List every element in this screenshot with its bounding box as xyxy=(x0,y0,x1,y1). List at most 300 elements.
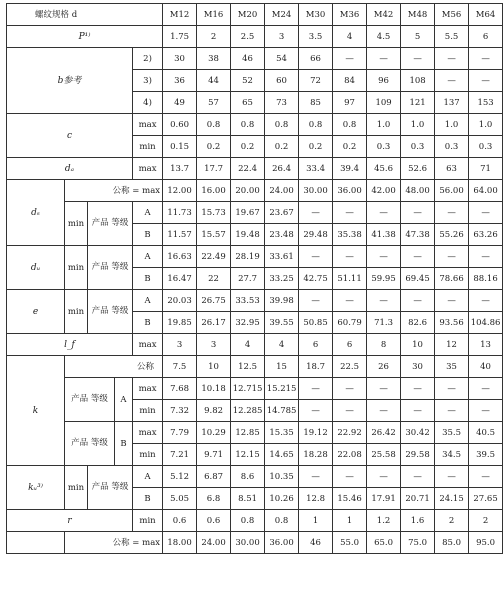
k-row xyxy=(7,422,503,444)
value-cell: 84 xyxy=(333,70,367,92)
value-cell: 16.47 xyxy=(163,268,197,290)
value-cell: 0.8 xyxy=(231,510,265,532)
value-cell: 22.4 xyxy=(231,158,265,180)
param-label: kᵤ³⁾ xyxy=(7,466,65,510)
grade-label: 产品 等级 xyxy=(65,378,115,422)
row-sublabel: min xyxy=(65,290,88,334)
value-cell: 1.75 xyxy=(163,26,197,48)
value-cell: 57 xyxy=(197,92,231,114)
value-cell: 4 xyxy=(231,334,265,356)
k-row xyxy=(7,378,503,400)
value-cell: 26.17 xyxy=(197,312,231,334)
c-row xyxy=(7,114,503,136)
value-cell: 71 xyxy=(469,158,503,180)
value-cell: 3 xyxy=(265,26,299,48)
value-cell: 7.32 xyxy=(163,400,197,422)
value-cell: 24.00 xyxy=(197,532,231,554)
value-cell: 22.5 xyxy=(333,356,367,378)
value-cell: 0.8 xyxy=(265,510,299,532)
value-cell: 12.8 xyxy=(299,488,333,510)
value-cell: 10.18 xyxy=(197,378,231,400)
value-cell: — xyxy=(469,48,503,70)
value-cell: 18.00 xyxy=(163,532,197,554)
value-cell: 108 xyxy=(401,70,435,92)
value-cell: 50.85 xyxy=(299,312,333,334)
value-cell: — xyxy=(367,202,401,224)
param-label: b参考 xyxy=(7,48,133,114)
row-sublabel: 4) xyxy=(133,92,163,114)
value-cell: 5 xyxy=(401,26,435,48)
value-cell: — xyxy=(367,378,401,400)
size-header: M12 xyxy=(163,4,197,26)
row-sublabel: 公称 = max xyxy=(65,532,163,554)
size-header: M20 xyxy=(231,4,265,26)
value-cell: 2 xyxy=(197,26,231,48)
value-cell: 71.3 xyxy=(367,312,401,334)
size-header: M36 xyxy=(333,4,367,26)
value-cell: 15.215 xyxy=(265,378,299,400)
value-cell: — xyxy=(435,70,469,92)
value-cell: 33.61 xyxy=(265,246,299,268)
value-cell: 39.4 xyxy=(333,158,367,180)
size-header: M42 xyxy=(367,4,401,26)
grade-letter: A xyxy=(133,466,163,488)
value-cell: 78.66 xyxy=(435,268,469,290)
value-cell: 26.4 xyxy=(265,158,299,180)
param-label: dₛ xyxy=(7,180,65,246)
param-label xyxy=(7,532,65,554)
value-cell: 17.7 xyxy=(197,158,231,180)
hex-bolt-dimension-table xyxy=(6,3,503,554)
value-cell: 7.79 xyxy=(163,422,197,444)
value-cell: 69.45 xyxy=(401,268,435,290)
value-cell: 1.0 xyxy=(435,114,469,136)
value-cell: 12 xyxy=(435,334,469,356)
s-row xyxy=(7,532,503,554)
value-cell: 10.29 xyxy=(197,422,231,444)
value-cell: 1.0 xyxy=(469,114,503,136)
value-cell: 39.98 xyxy=(265,290,299,312)
value-cell: 2.5 xyxy=(231,26,265,48)
value-cell: — xyxy=(435,290,469,312)
param-label: dᵤ xyxy=(7,246,65,290)
value-cell: 0.2 xyxy=(197,136,231,158)
value-cell: 34.5 xyxy=(435,444,469,466)
value-cell: 5.5 xyxy=(435,26,469,48)
grade-letter: B xyxy=(133,268,163,290)
value-cell: 52 xyxy=(231,70,265,92)
ds-row xyxy=(7,202,503,224)
value-cell: 18.7 xyxy=(299,356,333,378)
value-cell: 1.0 xyxy=(401,114,435,136)
param-label: l_f xyxy=(7,334,133,356)
value-cell: 36 xyxy=(163,70,197,92)
thread-size-label: 螺纹规格 d xyxy=(7,4,163,26)
value-cell: 60.79 xyxy=(333,312,367,334)
size-header: M30 xyxy=(299,4,333,26)
value-cell: 19.12 xyxy=(299,422,333,444)
value-cell: 7.68 xyxy=(163,378,197,400)
dw-row xyxy=(7,246,503,268)
row-sublabel: 3) xyxy=(133,70,163,92)
value-cell: 42.00 xyxy=(367,180,401,202)
grade-letter: B xyxy=(133,224,163,246)
row-sublabel: max xyxy=(133,422,163,444)
value-cell: 39.5 xyxy=(469,444,503,466)
value-cell: 0.3 xyxy=(367,136,401,158)
value-cell: 52.6 xyxy=(401,158,435,180)
value-cell: 33.53 xyxy=(231,290,265,312)
value-cell: 30 xyxy=(163,48,197,70)
value-cell: — xyxy=(401,246,435,268)
value-cell: 0.15 xyxy=(163,136,197,158)
value-cell: 12.715 xyxy=(231,378,265,400)
row-sublabel: min xyxy=(133,510,163,532)
value-cell: 55.0 xyxy=(333,532,367,554)
value-cell: 15 xyxy=(265,356,299,378)
value-cell: 30.00 xyxy=(299,180,333,202)
value-cell: 1.2 xyxy=(367,510,401,532)
value-cell: 10 xyxy=(401,334,435,356)
value-cell: 46 xyxy=(299,532,333,554)
value-cell: 8 xyxy=(367,334,401,356)
value-cell: 64.00 xyxy=(469,180,503,202)
param-label: P¹⁾ xyxy=(7,26,163,48)
value-cell: 63 xyxy=(435,158,469,180)
grade-label: 产品 等级 xyxy=(88,466,133,510)
value-cell: 12.5 xyxy=(231,356,265,378)
value-cell: 14.65 xyxy=(265,444,299,466)
value-cell: 2 xyxy=(435,510,469,532)
value-cell: 30.42 xyxy=(401,422,435,444)
value-cell: 0.8 xyxy=(333,114,367,136)
value-cell: 20.03 xyxy=(163,290,197,312)
value-cell: 6.8 xyxy=(197,488,231,510)
value-cell: — xyxy=(299,202,333,224)
value-cell: — xyxy=(333,378,367,400)
k-row xyxy=(7,356,503,378)
value-cell: 19.67 xyxy=(231,202,265,224)
value-cell: — xyxy=(333,466,367,488)
value-cell: 19.85 xyxy=(163,312,197,334)
value-cell: 49 xyxy=(163,92,197,114)
row-sublabel: max xyxy=(133,378,163,400)
value-cell: 44 xyxy=(197,70,231,92)
value-cell: 40.5 xyxy=(469,422,503,444)
value-cell: 0.2 xyxy=(333,136,367,158)
row-sublabel: min xyxy=(65,246,88,290)
value-cell: — xyxy=(367,400,401,422)
value-cell: — xyxy=(299,246,333,268)
value-cell: 29.58 xyxy=(401,444,435,466)
value-cell: 0.8 xyxy=(265,114,299,136)
value-cell: 7.21 xyxy=(163,444,197,466)
value-cell: 6 xyxy=(469,26,503,48)
value-cell: — xyxy=(469,202,503,224)
value-cell: 0.3 xyxy=(401,136,435,158)
value-cell: 88.16 xyxy=(469,268,503,290)
value-cell: 27.65 xyxy=(469,488,503,510)
param-label: dₐ xyxy=(7,158,133,180)
value-cell: — xyxy=(469,400,503,422)
row-sublabel: min xyxy=(65,202,88,246)
value-cell: 48.00 xyxy=(401,180,435,202)
value-cell: 4.5 xyxy=(367,26,401,48)
value-cell: 0.8 xyxy=(197,114,231,136)
grade-letter: A xyxy=(133,202,163,224)
value-cell: 51.11 xyxy=(333,268,367,290)
value-cell: 41.38 xyxy=(367,224,401,246)
value-cell: 1.0 xyxy=(367,114,401,136)
value-cell: — xyxy=(435,466,469,488)
b-row xyxy=(7,48,503,70)
value-cell: 46 xyxy=(231,48,265,70)
value-cell: 27.7 xyxy=(231,268,265,290)
value-cell: — xyxy=(469,246,503,268)
value-cell: 29.48 xyxy=(299,224,333,246)
value-cell: — xyxy=(435,202,469,224)
value-cell: 0.3 xyxy=(435,136,469,158)
grade-letter: A xyxy=(115,378,133,422)
value-cell: 1 xyxy=(299,510,333,532)
value-cell: 59.95 xyxy=(367,268,401,290)
value-cell: 23.48 xyxy=(265,224,299,246)
value-cell: — xyxy=(435,246,469,268)
value-cell: — xyxy=(435,48,469,70)
value-cell: — xyxy=(299,466,333,488)
value-cell: 0.2 xyxy=(265,136,299,158)
value-cell: 36.00 xyxy=(265,532,299,554)
value-cell: 65.0 xyxy=(367,532,401,554)
value-cell: 3 xyxy=(197,334,231,356)
value-cell: 9.82 xyxy=(197,400,231,422)
value-cell: 23.67 xyxy=(265,202,299,224)
value-cell: 26.75 xyxy=(197,290,231,312)
value-cell: 0.6 xyxy=(197,510,231,532)
param-label: c xyxy=(7,114,133,158)
value-cell: 20.00 xyxy=(231,180,265,202)
grade-label: 产品 等级 xyxy=(65,422,115,466)
value-cell: 56.00 xyxy=(435,180,469,202)
value-cell: 55.26 xyxy=(435,224,469,246)
grade-letter: B xyxy=(133,312,163,334)
grade-label: 产品 等级 xyxy=(88,202,133,246)
grade-label: 产品 等级 xyxy=(88,246,133,290)
param-label: k xyxy=(7,356,65,466)
value-cell: 2 xyxy=(469,510,503,532)
value-cell: 121 xyxy=(401,92,435,114)
param-label: r xyxy=(7,510,133,532)
value-cell: 35 xyxy=(435,356,469,378)
row-sublabel: 公称 = max xyxy=(65,180,163,202)
value-cell: 33.25 xyxy=(265,268,299,290)
r-row xyxy=(7,510,503,532)
value-cell: 15.35 xyxy=(265,422,299,444)
value-cell: — xyxy=(401,48,435,70)
value-cell: 11.73 xyxy=(163,202,197,224)
row-sublabel: 公称 xyxy=(65,356,163,378)
value-cell: 95.0 xyxy=(469,532,503,554)
value-cell: 0.8 xyxy=(299,114,333,136)
grade-letter: A xyxy=(133,290,163,312)
value-cell: 3 xyxy=(163,334,197,356)
value-cell: 93.56 xyxy=(435,312,469,334)
value-cell: 8.6 xyxy=(231,466,265,488)
value-cell: 97 xyxy=(333,92,367,114)
value-cell: 26.42 xyxy=(367,422,401,444)
grade-letter: B xyxy=(115,422,133,466)
value-cell: — xyxy=(469,378,503,400)
value-cell: 73 xyxy=(265,92,299,114)
value-cell: 1 xyxy=(333,510,367,532)
e-row xyxy=(7,290,503,312)
value-cell: 38 xyxy=(197,48,231,70)
value-cell: 28.19 xyxy=(231,246,265,268)
value-cell: — xyxy=(299,400,333,422)
value-cell: 16.63 xyxy=(163,246,197,268)
size-header: M24 xyxy=(265,4,299,26)
value-cell: — xyxy=(367,290,401,312)
pitch-row xyxy=(7,26,503,48)
size-header: M16 xyxy=(197,4,231,26)
value-cell: 16.00 xyxy=(197,180,231,202)
value-cell: 24.00 xyxy=(265,180,299,202)
value-cell: — xyxy=(333,202,367,224)
value-cell: 5.05 xyxy=(163,488,197,510)
value-cell: — xyxy=(367,48,401,70)
value-cell: 4 xyxy=(265,334,299,356)
grade-letter: A xyxy=(133,246,163,268)
value-cell: 22.08 xyxy=(333,444,367,466)
value-cell: 22.92 xyxy=(333,422,367,444)
param-label: e xyxy=(7,290,65,334)
value-cell: — xyxy=(401,400,435,422)
value-cell: 14.785 xyxy=(265,400,299,422)
value-cell: 15.57 xyxy=(197,224,231,246)
value-cell: 4 xyxy=(333,26,367,48)
value-cell: — xyxy=(469,290,503,312)
value-cell: 35.5 xyxy=(435,422,469,444)
value-cell: — xyxy=(367,246,401,268)
size-header: M56 xyxy=(435,4,469,26)
value-cell: — xyxy=(333,246,367,268)
value-cell: 30.00 xyxy=(231,532,265,554)
value-cell: 0.2 xyxy=(299,136,333,158)
value-cell: 6 xyxy=(299,334,333,356)
value-cell: 104.86 xyxy=(469,312,503,334)
value-cell: 82.6 xyxy=(401,312,435,334)
value-cell: — xyxy=(401,466,435,488)
value-cell: 96 xyxy=(367,70,401,92)
value-cell: 12.85 xyxy=(231,422,265,444)
value-cell: 6.87 xyxy=(197,466,231,488)
header-row xyxy=(7,4,503,26)
value-cell: 13.7 xyxy=(163,158,197,180)
value-cell: 0.60 xyxy=(163,114,197,136)
size-header: M48 xyxy=(401,4,435,26)
grade-label: 产品 等级 xyxy=(88,290,133,334)
value-cell: 40 xyxy=(469,356,503,378)
value-cell: — xyxy=(333,400,367,422)
value-cell: 72 xyxy=(299,70,333,92)
value-cell: 20.71 xyxy=(401,488,435,510)
ds-row xyxy=(7,180,503,202)
value-cell: 39.55 xyxy=(265,312,299,334)
value-cell: — xyxy=(401,290,435,312)
value-cell: 12.15 xyxy=(231,444,265,466)
value-cell: 60 xyxy=(265,70,299,92)
value-cell: 0.8 xyxy=(231,114,265,136)
value-cell: 8.51 xyxy=(231,488,265,510)
value-cell: 1.6 xyxy=(401,510,435,532)
value-cell: 65 xyxy=(231,92,265,114)
row-sublabel: 2) xyxy=(133,48,163,70)
value-cell: 7.5 xyxy=(163,356,197,378)
value-cell: — xyxy=(401,378,435,400)
lf-row xyxy=(7,334,503,356)
value-cell: 42.75 xyxy=(299,268,333,290)
value-cell: 0.6 xyxy=(163,510,197,532)
value-cell: — xyxy=(401,202,435,224)
value-cell: 66 xyxy=(299,48,333,70)
value-cell: — xyxy=(333,48,367,70)
value-cell: 15.46 xyxy=(333,488,367,510)
size-header: M64 xyxy=(469,4,503,26)
value-cell: — xyxy=(469,466,503,488)
kw-row xyxy=(7,466,503,488)
value-cell: 6 xyxy=(333,334,367,356)
value-cell: 13 xyxy=(469,334,503,356)
value-cell: 35.38 xyxy=(333,224,367,246)
value-cell: 17.91 xyxy=(367,488,401,510)
value-cell: 109 xyxy=(367,92,401,114)
value-cell: — xyxy=(299,378,333,400)
value-cell: 3.5 xyxy=(299,26,333,48)
value-cell: — xyxy=(333,290,367,312)
value-cell: 18.28 xyxy=(299,444,333,466)
value-cell: 137 xyxy=(435,92,469,114)
value-cell: — xyxy=(469,70,503,92)
value-cell: 25.58 xyxy=(367,444,401,466)
value-cell: 32.95 xyxy=(231,312,265,334)
value-cell: 24.15 xyxy=(435,488,469,510)
da-row xyxy=(7,158,503,180)
value-cell: 9.71 xyxy=(197,444,231,466)
value-cell: 54 xyxy=(265,48,299,70)
value-cell: 22.49 xyxy=(197,246,231,268)
value-cell: 33.4 xyxy=(299,158,333,180)
row-sublabel: max xyxy=(133,158,163,180)
value-cell: 30 xyxy=(401,356,435,378)
value-cell: 10.35 xyxy=(265,466,299,488)
value-cell: — xyxy=(367,466,401,488)
value-cell: 45.6 xyxy=(367,158,401,180)
value-cell: 5.12 xyxy=(163,466,197,488)
value-cell: — xyxy=(435,378,469,400)
value-cell: — xyxy=(299,290,333,312)
value-cell: 12.00 xyxy=(163,180,197,202)
value-cell: 10 xyxy=(197,356,231,378)
value-cell: 15.73 xyxy=(197,202,231,224)
row-sublabel: max xyxy=(133,114,163,136)
grade-letter: B xyxy=(133,488,163,510)
row-sublabel: max xyxy=(133,334,163,356)
row-sublabel: min xyxy=(133,444,163,466)
value-cell: 0.3 xyxy=(469,136,503,158)
value-cell: 12.285 xyxy=(231,400,265,422)
value-cell: 75.0 xyxy=(401,532,435,554)
value-cell: 47.38 xyxy=(401,224,435,246)
